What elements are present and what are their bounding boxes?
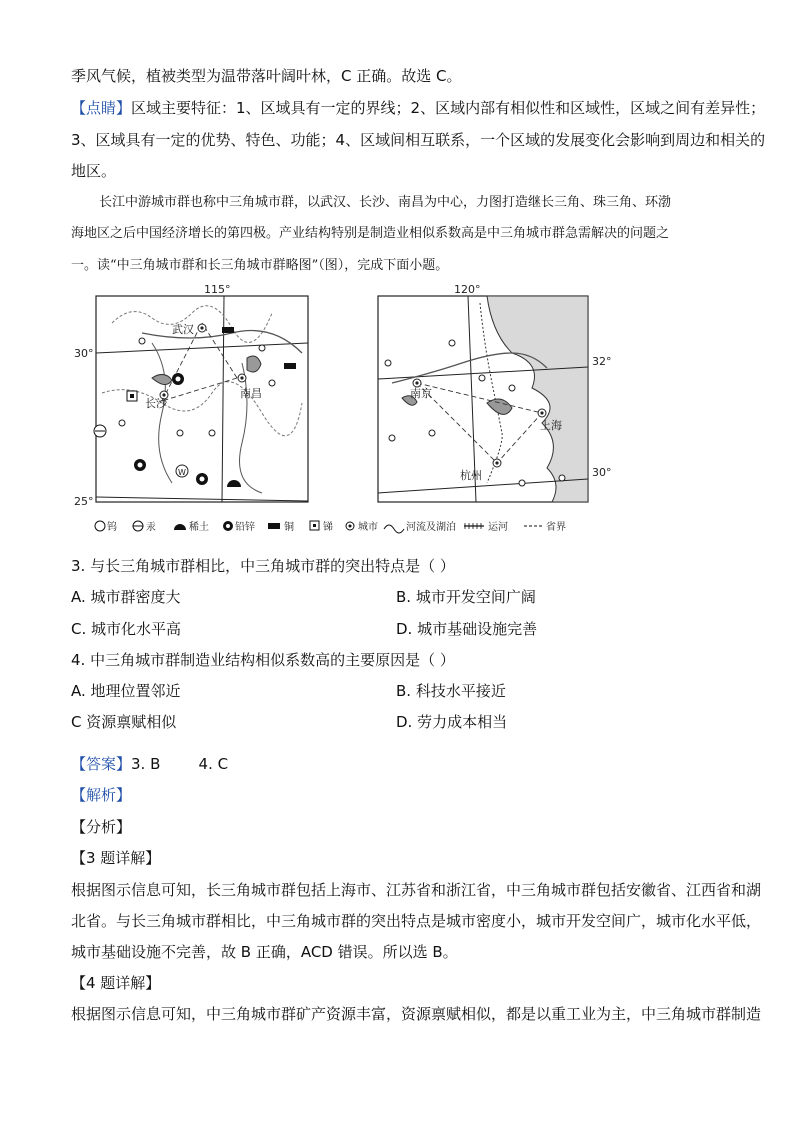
city-label-hangzhou: 杭州 — [460, 469, 482, 482]
q3-detail-line: 城市基础设施不完善，故 B 正确，ACD 错误。所以选 B。 — [71, 943, 458, 961]
legend-rare-earth: 稀土 — [189, 522, 209, 533]
q4-option-a: A. 地理位置邻近 — [71, 682, 181, 700]
map-left — [74, 283, 308, 508]
legend-river: 河流及湖泊 — [406, 522, 456, 533]
q3-option-a: A. 城市群密度大 — [71, 588, 181, 606]
city-label-shanghai: 上海 — [540, 419, 562, 432]
q4-option-b: B. 科技水平接近 — [396, 682, 506, 700]
q3-detail-line: 根据图示信息可知，长三角城市群包括上海市、江苏省和浙江省，中三角城市群包括安徽省、江西省和湖 — [71, 881, 762, 899]
q3-option-c: C. 城市化水平高 — [71, 620, 182, 638]
dianjing-line — [71, 98, 765, 118]
answer-tag: 【答案】 — [71, 755, 132, 773]
legend-canal: 运河 — [488, 522, 508, 533]
text-line: 3、区域具有一定的优势、特色、功能；4、区域间相互联系，一个区域的发展变化会影响到周边和相关的 — [71, 131, 766, 149]
fenxi-tag: 【分析】 — [71, 818, 132, 836]
legend-city: 城市 — [358, 522, 378, 533]
city-label-wuhan: 武汉 — [172, 323, 194, 336]
lat-label-30: 30° — [74, 347, 94, 360]
lat-label-25: 25° — [74, 495, 94, 508]
city-label-changsha: 长沙 — [145, 397, 167, 410]
legend-province-border: 省界 — [546, 522, 566, 533]
passage-line: 一。读“中三角城市群和长三角城市群略图”（图），完成下面小题。 — [71, 258, 449, 273]
q3-detail-line: 北省。与长三角城市群相比，中三角城市群的突出特点是城市密度小，城市开发空间广，城市化水平低， — [71, 912, 762, 930]
question-4-stem: 4. 中三角城市群制造业结构相似系数高的主要原因是（ ） — [71, 651, 455, 669]
mineral-w: W — [178, 468, 186, 477]
legend-copper: 铜 — [284, 522, 294, 533]
q4-option-d: D. 劳力成本相当 — [396, 713, 508, 731]
q4-detail-line: 根据图示信息可知，中三角城市群矿产资源丰富，资源禀赋相似，都是以重工业为主，中三角城市群制造 — [71, 1005, 762, 1023]
question-3-stem: 3. 与长三角城市群相比，中三角城市群的突出特点是（ ） — [71, 557, 455, 575]
map-figure — [74, 283, 612, 543]
map-legend — [95, 520, 566, 533]
lon-label-120: 120° — [454, 283, 481, 296]
passage-line: 海地区之后中国经济增长的第四极。产业结构特别是制造业相似系数高是中三角城市群急需解决的问题之 — [71, 226, 670, 241]
q3-option-d: D. 城市基础设施完善 — [396, 620, 538, 638]
legend-tungsten: 钨 — [107, 522, 117, 533]
dianjing-text: 区域主要特征：1、区域具有一定的界线；2、区域内部有相似性和区域性，区域之间有差异性； — [131, 99, 766, 117]
map-right — [378, 283, 612, 502]
legend-mercury: 汞 — [146, 522, 156, 533]
answer-line — [71, 754, 228, 774]
city-label-nanjing: 南京 — [410, 387, 432, 400]
city-label-nanchang: 南昌 — [240, 387, 262, 400]
q3-detail-tag: 【3 题详解】 — [71, 849, 161, 867]
legend-lead-zinc: 铅锌 — [235, 522, 255, 533]
jiexi-tag: 【解析】 — [71, 786, 132, 804]
text-line: 季风气候，植被类型为温带落叶阔叶林，C 正确。故选 C。 — [71, 67, 462, 85]
lat-label-30: 30° — [592, 466, 612, 479]
text-line: 地区。 — [71, 162, 117, 180]
q3-option-b: B. 城市开发空间广阔 — [396, 588, 536, 606]
legend-antimony: 锑 — [323, 522, 333, 533]
q4-detail-tag: 【4 题详解】 — [71, 974, 161, 992]
lat-label-32: 32° — [592, 355, 612, 368]
passage-line: 长江中游城市群也称中三角城市群，以武汉、长沙、南昌为中心，力图打造继长三角、珠三角、环渤 — [99, 195, 672, 210]
lon-label-115: 115° — [204, 283, 231, 296]
q4-option-c: C 资源禀赋相似 — [71, 713, 177, 731]
answer-text: 3. B 4. C — [131, 755, 229, 773]
dianjing-tag: 【点睛】 — [71, 99, 132, 117]
